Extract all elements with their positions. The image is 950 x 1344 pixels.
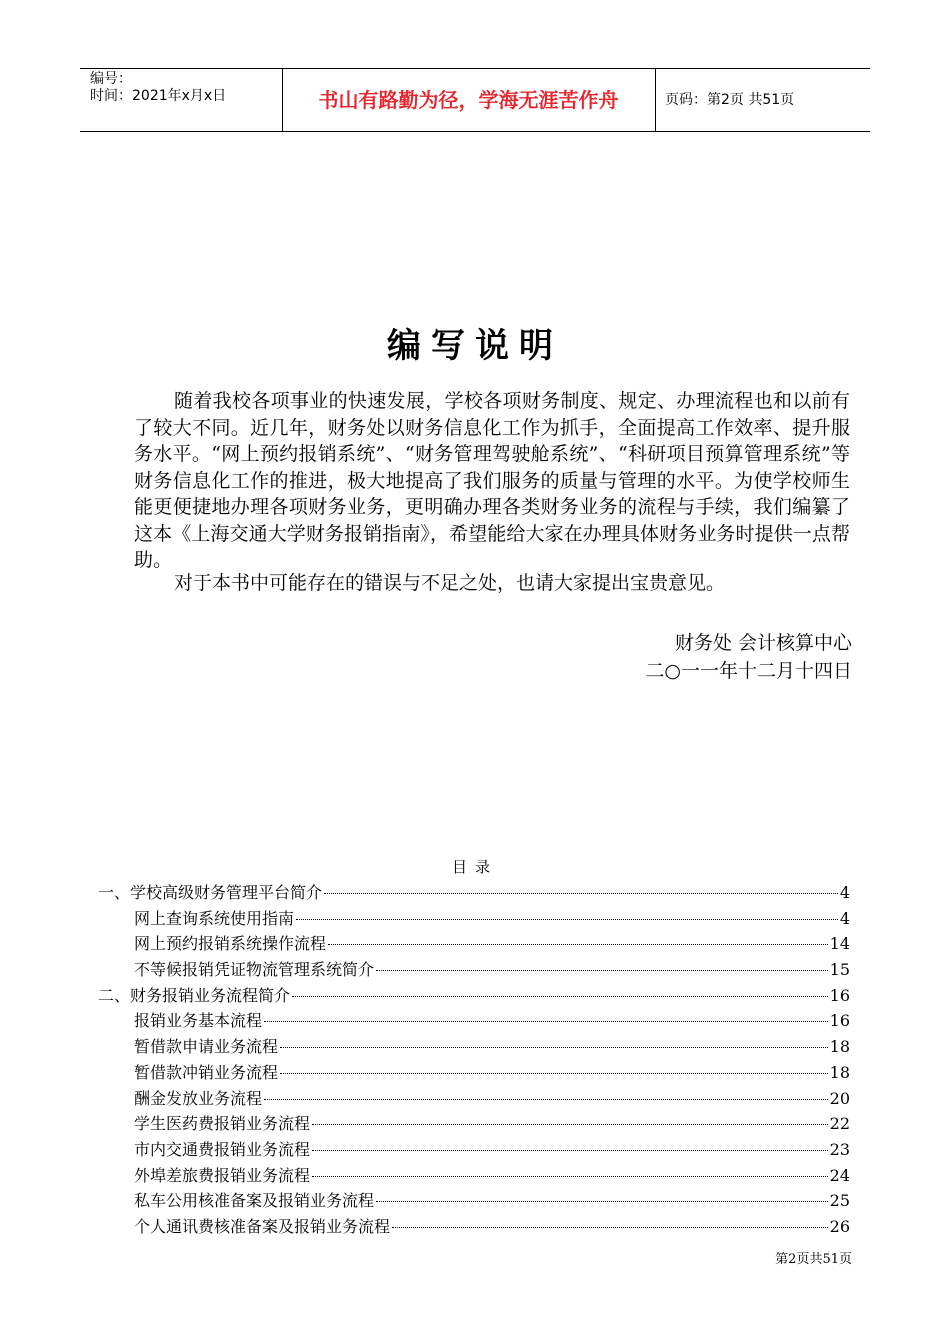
toc-leader-dots xyxy=(296,919,838,920)
toc-leader-dots xyxy=(324,893,838,894)
toc-leader-dots xyxy=(376,1201,828,1202)
toc-entry[interactable] xyxy=(98,1137,850,1163)
header-page-info: 页码：第2页 共51页 xyxy=(665,92,795,108)
toc-entry-page: 20 xyxy=(829,1088,850,1108)
toc-entry-page: 18 xyxy=(829,1037,850,1057)
toc-entry-label: 酬金发放业务流程 xyxy=(134,1088,263,1108)
header-divider xyxy=(655,69,656,131)
toc-entry-label: 外埠差旅费报销业务流程 xyxy=(134,1165,311,1185)
toc-entry-page: 4 xyxy=(839,883,850,902)
toc-leader-dots xyxy=(392,1227,828,1228)
body-paragraph: 对于本书中可能存在的错误与不足之处，也请大家提出宝贵意见。 xyxy=(174,572,726,594)
toc-entry[interactable] xyxy=(98,1111,850,1137)
toc-entry[interactable] xyxy=(98,880,850,906)
toc-entry[interactable] xyxy=(98,1188,850,1214)
toc-entry-label: 市内交通费报销业务流程 xyxy=(134,1139,311,1159)
toc-leader-dots xyxy=(376,970,828,971)
toc-entry-page: 18 xyxy=(829,1062,850,1082)
table-of-contents xyxy=(98,880,850,1240)
toc-leader-dots xyxy=(312,1124,828,1125)
toc-leader-dots xyxy=(328,944,828,945)
toc-entry-label: 网上查询系统使用指南 xyxy=(134,908,295,928)
toc-entry-page: 23 xyxy=(829,1139,850,1159)
header-meta xyxy=(90,71,226,105)
toc-entry-label: 个人通讯费核准备案及报销业务流程 xyxy=(134,1216,391,1236)
header-motto: 书山有路勤为径，学海无涯苦作舟 xyxy=(318,88,619,112)
toc-entry[interactable] xyxy=(98,1008,850,1034)
toc-entry[interactable] xyxy=(98,906,850,932)
page-title: 编写说明 xyxy=(387,326,563,366)
toc-entry-page: 4 xyxy=(839,908,850,928)
toc-entry-label: 私车公用核准备案及报销业务流程 xyxy=(134,1191,375,1211)
toc-entry-label: 二、财务报销业务流程简介 xyxy=(98,985,291,1005)
toc-entry[interactable] xyxy=(98,1163,850,1189)
toc-entry[interactable] xyxy=(98,1214,850,1240)
body-paragraph: 随着我校各项事业的快速发展，学校各项财务制度、规定、办理流程也和以前有了较大不同。近几年，财务处以财务信息化工作为抓手，全面提高工作效率、提升服务水平。“网上预约报销系统”、“财务管理驾驶舱系统”、“科研项目预算管理系统”等财务信息化工作的推进，极大地提高了我们服务的质量与管理的水平。为使学校师生能更便捷地办理各项财务业务，更明确办理各类财务业务的流程与手续，我们编纂了这本《上海交通大学财务报销指南》，希望能给大家在办理具体财务业务时提供一点帮助。 xyxy=(134,390,850,571)
code-label: 编号： xyxy=(90,71,132,87)
toc-title: 目录 xyxy=(451,858,498,876)
toc-entry-page: 26 xyxy=(829,1216,850,1236)
toc-entry[interactable] xyxy=(98,957,850,983)
toc-entry-label: 学生医药费报销业务流程 xyxy=(134,1114,311,1134)
toc-entry[interactable] xyxy=(98,1034,850,1060)
toc-entry-page: 16 xyxy=(829,1011,850,1031)
toc-leader-dots xyxy=(292,996,828,997)
toc-leader-dots xyxy=(264,1021,828,1022)
toc-entry[interactable] xyxy=(98,1086,850,1112)
toc-entry-label: 网上预约报销系统操作流程 xyxy=(134,934,327,954)
toc-entry-label: 暂借款冲销业务流程 xyxy=(134,1062,279,1082)
toc-entry[interactable] xyxy=(98,1060,850,1086)
toc-entry-page: 25 xyxy=(829,1191,850,1211)
toc-entry-label: 不等候报销凭证物流管理系统简介 xyxy=(134,960,375,980)
toc-entry-page: 14 xyxy=(829,934,850,954)
time-label: 时间：2021年x月x日 xyxy=(90,88,227,104)
toc-leader-dots xyxy=(312,1176,828,1177)
toc-entry-label: 暂借款申请业务流程 xyxy=(134,1037,279,1057)
signature-date: 二○一一年十二月十四日 xyxy=(645,660,852,682)
page-footer: 第2页共51页 xyxy=(775,1252,852,1267)
toc-entry-label: 报销业务基本流程 xyxy=(134,1011,263,1031)
toc-entry-page: 16 xyxy=(829,985,850,1005)
page-header xyxy=(80,68,870,132)
toc-entry-page: 22 xyxy=(829,1114,850,1134)
toc-leader-dots xyxy=(312,1150,828,1151)
toc-entry-page: 15 xyxy=(829,960,850,980)
toc-entry[interactable] xyxy=(98,931,850,957)
toc-entry-page: 24 xyxy=(829,1165,850,1185)
toc-entry-label: 一、学校高级财务管理平台简介 xyxy=(98,883,323,902)
toc-leader-dots xyxy=(280,1073,828,1074)
toc-leader-dots xyxy=(280,1047,828,1048)
toc-leader-dots xyxy=(264,1099,828,1100)
signature-dept: 财务处 会计核算中心 xyxy=(674,632,852,654)
toc-entry[interactable] xyxy=(98,983,850,1009)
